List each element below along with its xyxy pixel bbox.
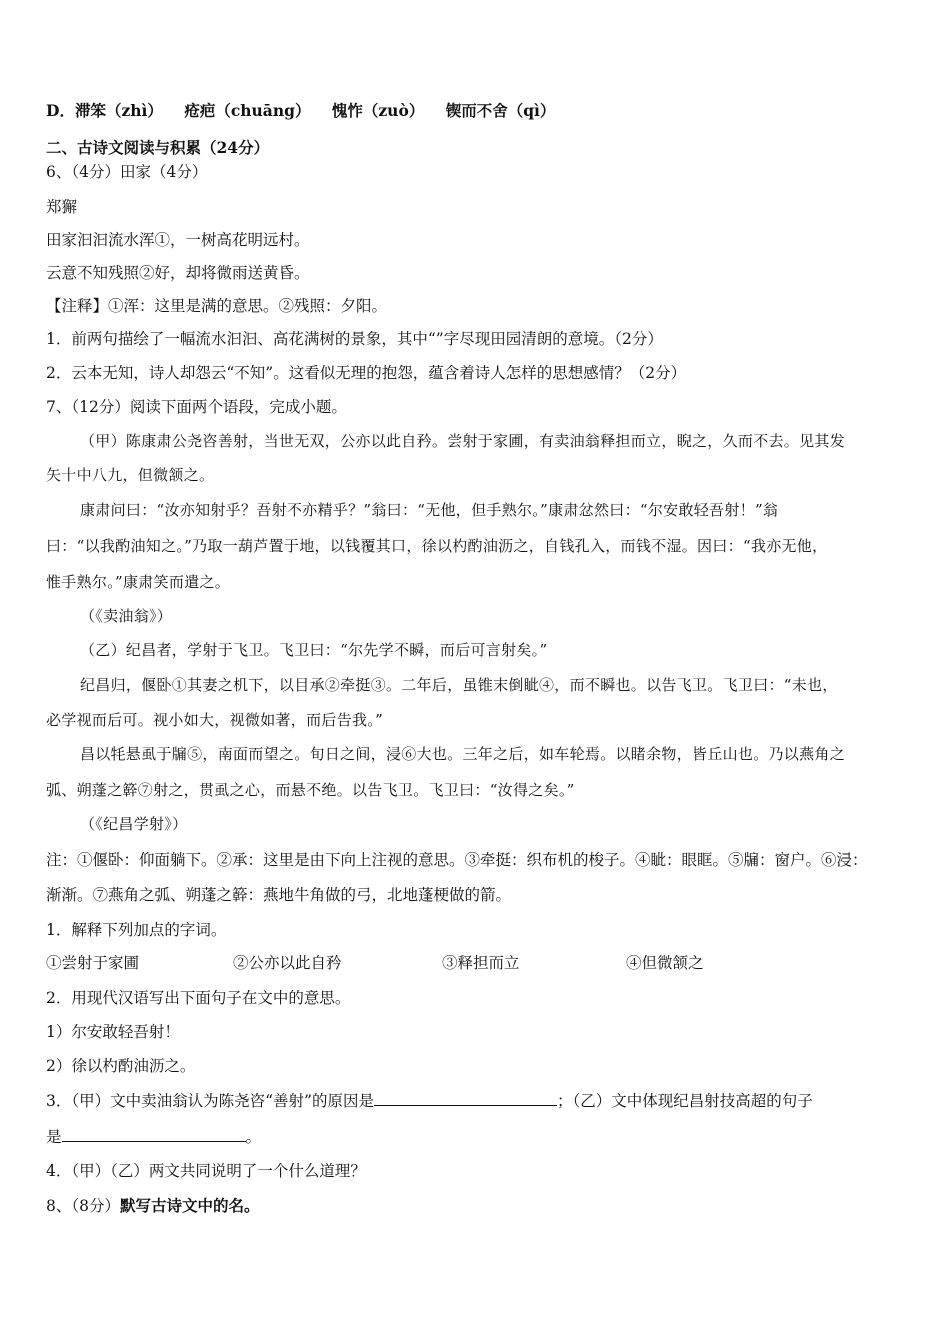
passage-jia-line-2a: 康肃问曰：“汝亦知射乎？吾射不亦精乎？”翁曰：“无他，但手熟尔。”康肃忿然曰：“尔安敢轻吾射！”翁	[80, 501, 779, 519]
option-d-item-2: 疮疤（chuāng）	[184, 101, 311, 120]
q6-author: 郑獬	[46, 198, 78, 216]
passage-yi-line-2a: 纪昌归，偃卧①其妻之机下，以目承②牵挺③。二年后，虽锥末倒眦④，而不瞬也。以告飞卫。飞卫曰：“未也，	[80, 676, 838, 694]
q7-word-2: ②公亦以此自矜	[233, 954, 342, 972]
option-d-item-4: 锲而不舍（qì）	[445, 101, 556, 120]
q7-sub-question-1: 1．解释下列加点的字词。	[46, 921, 227, 939]
q6-annotation: 【注释】①浑：这里是满的意思。②残照：夕阳。	[46, 297, 388, 315]
q6-sub-question-1: 1．前两句描绘了一幅流水汩汩、高花满树的景象，其中“”字尽现田园清朗的意境。（2分）	[46, 330, 663, 348]
passage-jia-line-2b: 曰：“以我酌油知之。”乃取一葫芦置于地，以钱覆其口，徐以杓酌油沥之，自钱孔入，而钱不湿。因曰：“我亦无他，	[46, 537, 828, 555]
passage-jia-line-1a: （甲）陈康肃公尧咨善射，当世无双，公亦以此自矜。尝射于家圃，有卖油翁释担而立，睨之，久而不去。见其发	[80, 432, 846, 450]
q7-word-1: ①尝射于家圃	[46, 954, 140, 972]
q7-s3-text-d: 。	[245, 1128, 262, 1146]
q6-poem-line-1: 田家汩汩流水浑①，一树高花明远村。	[46, 231, 310, 249]
passage-jia-source: （《卖油翁》）	[80, 607, 173, 625]
passage-yi-line-1: （乙）纪昌者，学射于飞卫。飞卫曰：“尔先学不瞬，而后可言射矣。”	[80, 641, 548, 659]
q8-instruction: 默写古诗文中的名。	[119, 1196, 260, 1215]
q8-prefix: 8、（8分）	[46, 1197, 120, 1215]
answer-blank-2[interactable]	[62, 1125, 246, 1142]
q6-poem-line-2: 云意不知残照②好，却将微雨送黄昏。	[46, 264, 310, 282]
q6-title: 6、（4分）田家（4分）	[46, 163, 208, 181]
passage-yi-line-3a: 昌以牦悬虱于牖⑤，南面而望之。旬日之间，浸⑥大也。三年之后，如车轮焉。以睹余物，皆丘山也。乃以燕角之	[80, 745, 846, 763]
passage-jia-line-1b: 矢十中八九，但微颔之。	[46, 466, 215, 484]
passage-yi-source: （《纪昌学射》）	[80, 815, 188, 833]
q7-s3-text-a: 3．（甲）文中卖油翁认为陈尧咨“善射”的原因是	[46, 1092, 374, 1110]
option-d-label: D．	[46, 101, 75, 120]
q7-sub-question-3-line-2	[46, 1125, 261, 1148]
q7-sentence-1: 1）尔安敢轻吾射！	[46, 1023, 180, 1041]
section-heading: 二、古诗文阅读与积累（24分）	[46, 138, 270, 157]
q7-word-4: ④但微颔之	[626, 954, 704, 972]
q7-sentence-2: 2）徐以杓酌油沥之。	[46, 1057, 196, 1075]
q8-title	[46, 1195, 260, 1217]
answer-blank-1[interactable]	[374, 1089, 557, 1106]
passage-yi-line-3b: 弧、朔蓬之簳⑦射之，贯虱之心，而悬不绝。以告飞卫。飞卫曰：“汝得之矣。”	[46, 781, 575, 799]
q7-notes-line-2: 渐渐。⑦燕角之弧、朔蓬之簳：燕地牛角做的弓，北地蓬梗做的箭。	[46, 886, 512, 904]
q7-word-3: ③释担而立	[442, 954, 520, 972]
q7-notes-line-1: 注：①偃卧：仰面躺下。②承：这里是由下向上注视的意思。③牵挺：织布机的梭子。④眦：眼眶。⑤牖：窗户。⑥浸：	[46, 851, 868, 869]
option-d	[46, 100, 555, 122]
q7-sub-question-4: 4．（甲）（乙）两文共同说明了一个什么道理？	[46, 1162, 366, 1180]
q7-sub-question-3-line-1	[46, 1089, 813, 1112]
passage-yi-line-2b: 必学视而后可。视小如大，视微如著，而后告我。”	[46, 711, 384, 729]
option-d-item-3: 愧怍（zuò）	[331, 101, 425, 120]
q7-sub-question-2: 2．用现代汉语写出下面句子在文中的意思。	[46, 989, 351, 1007]
q7-s3-text-b: ；（乙）文中体现纪昌射技高超的句子	[556, 1092, 813, 1110]
q7-s3-text-c: 是	[46, 1128, 62, 1146]
passage-jia-line-2c: 惟手熟尔。”康肃笑而遣之。	[46, 573, 231, 591]
option-d-item-1: 滞笨（zhì）	[74, 101, 163, 120]
q7-title: 7、（12分）阅读下面两个语段，完成小题。	[46, 398, 347, 416]
q6-sub-question-2: 2．云本无知，诗人却怨云“不知”。这看似无理的抱怨，蕴含着诗人怎样的思想感情？（2分）	[46, 364, 687, 382]
